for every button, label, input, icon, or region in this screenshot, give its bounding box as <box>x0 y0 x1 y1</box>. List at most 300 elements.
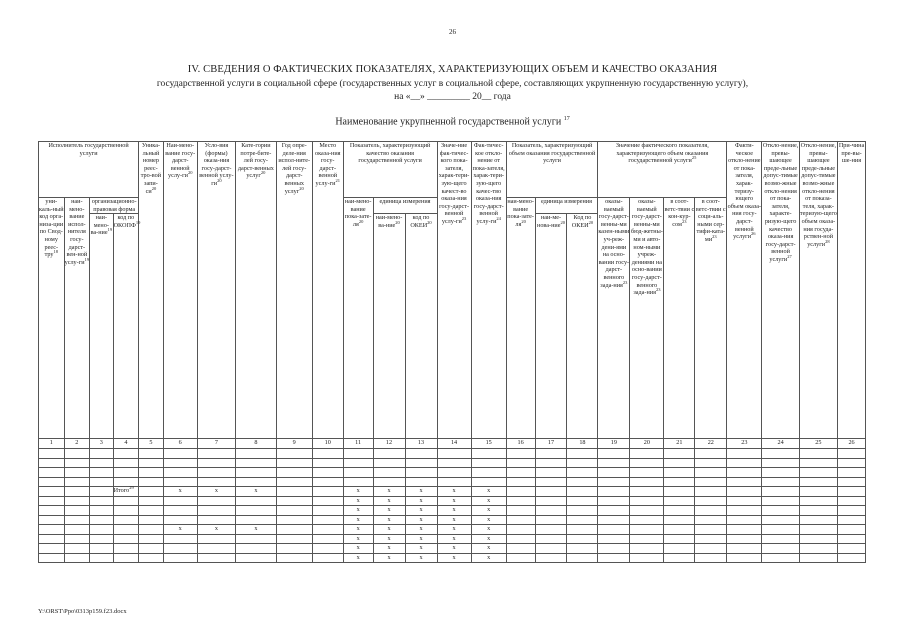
table-cell <box>236 477 276 487</box>
table-cell <box>163 449 197 459</box>
table-cell <box>312 496 343 506</box>
table-cell <box>695 553 727 563</box>
table-cell <box>695 487 727 497</box>
table-cell <box>727 525 762 535</box>
table-cell <box>838 544 866 554</box>
column-number: 20 <box>630 439 664 449</box>
table-cell <box>567 458 598 468</box>
column-number: 8 <box>236 439 276 449</box>
table-row <box>39 544 866 554</box>
page-title: IV. СВЕДЕНИЯ О ФАКТИЧЕСКИХ ПОКАЗАТЕЛЯХ, ХАРАКТЕРИЗУЮЩИХ ОБЪЕМ И КАЧЕСТВО ОКАЗАНИЯ <box>187 64 718 75</box>
header-quality-unit-name: наи-мено-ва-ние$^{20}$ <box>373 214 405 439</box>
table-cell <box>113 506 139 516</box>
header-volume-value: Значение фактического показателя, характеризующего объем оказания государственной услуги$^{25}$ <box>598 142 727 198</box>
table-cell <box>163 506 197 516</box>
table-cell <box>90 496 113 506</box>
table-cell <box>163 477 197 487</box>
table-cell <box>90 515 113 525</box>
table-cell <box>163 544 197 554</box>
table-cell <box>535 506 567 516</box>
table-cell <box>567 506 598 516</box>
table-cell <box>39 506 65 516</box>
x-mark: x <box>343 544 373 554</box>
x-mark: x <box>343 515 373 525</box>
x-mark: x <box>437 515 471 525</box>
table-cell <box>64 534 90 544</box>
table-cell <box>113 544 139 554</box>
x-mark: x <box>437 553 471 563</box>
table-cell <box>799 449 837 459</box>
table-cell <box>506 449 535 459</box>
table-cell <box>276 468 312 478</box>
table-cell <box>276 458 312 468</box>
table-cell <box>535 525 567 535</box>
table-cell <box>64 487 90 497</box>
table-row <box>39 449 866 459</box>
table-cell <box>139 468 164 478</box>
table-cell <box>695 477 727 487</box>
x-mark: x <box>471 525 506 535</box>
table-cell <box>197 477 235 487</box>
table-cell <box>664 458 695 468</box>
table-cell <box>163 515 197 525</box>
table-cell <box>405 449 437 459</box>
header-legal-form-code: код по ОКОПФ$^{19}$ <box>113 214 139 439</box>
table-cell <box>567 496 598 506</box>
table-cell <box>799 525 837 535</box>
column-number: 13 <box>405 439 437 449</box>
x-mark: x <box>373 496 405 506</box>
column-number: 11 <box>343 439 373 449</box>
x-mark: x <box>471 544 506 554</box>
table-cell <box>471 449 506 459</box>
table-row <box>39 553 866 563</box>
table-cell <box>630 487 664 497</box>
column-number: 25 <box>799 439 837 449</box>
table-cell <box>113 496 139 506</box>
column-number: 16 <box>506 439 535 449</box>
header-legal-form-name: наи-мено-ва-ние$^{19}$ <box>90 214 113 439</box>
table-cell <box>276 506 312 516</box>
column-number: 18 <box>567 439 598 449</box>
table-cell <box>39 458 65 468</box>
table-cell <box>762 458 799 468</box>
table-cell <box>598 553 630 563</box>
table-cell <box>799 544 837 554</box>
table-cell <box>598 468 630 478</box>
table-cell <box>64 553 90 563</box>
x-mark: x <box>197 487 235 497</box>
table-cell <box>799 534 837 544</box>
service-name-label: Наименование укрупненной государственной услуги $^{17}$ <box>335 116 570 128</box>
table-cell <box>664 468 695 478</box>
table-cell <box>236 468 276 478</box>
table-row <box>39 506 866 516</box>
x-mark: x <box>343 487 373 497</box>
table-cell <box>64 515 90 525</box>
table-cell <box>664 544 695 554</box>
table-cell <box>535 449 567 459</box>
table-cell <box>630 496 664 506</box>
header-legal-form: организационно-правовая форма <box>90 198 139 214</box>
column-number: 4 <box>113 439 139 449</box>
table-cell <box>762 506 799 516</box>
table-cell <box>630 458 664 468</box>
table-cell <box>64 506 90 516</box>
table-cell <box>405 477 437 487</box>
table-cell <box>373 458 405 468</box>
column-number-row <box>39 439 866 449</box>
table-cell <box>506 544 535 554</box>
table-cell <box>437 468 471 478</box>
table-cell <box>567 487 598 497</box>
header-quality-unit-code: код по ОКЕИ$^{20}$ <box>405 214 437 439</box>
table-cell <box>535 458 567 468</box>
table-cell <box>405 458 437 468</box>
table-cell <box>90 506 113 516</box>
table-cell <box>373 468 405 478</box>
table-cell <box>312 525 343 535</box>
table-cell <box>39 487 65 497</box>
table-cell <box>39 544 65 554</box>
x-mark: x <box>163 487 197 497</box>
x-mark: x <box>373 553 405 563</box>
date-line: на «__» _________ 20__ года <box>394 92 511 102</box>
table-cell <box>113 553 139 563</box>
table-cell <box>838 525 866 535</box>
table-cell <box>506 458 535 468</box>
table-cell <box>695 458 727 468</box>
table-cell <box>630 534 664 544</box>
table-cell <box>799 458 837 468</box>
column-number: 9 <box>276 439 312 449</box>
table-cell <box>535 553 567 563</box>
table-cell <box>90 458 113 468</box>
table-cell <box>139 515 164 525</box>
table-cell <box>312 487 343 497</box>
table-cell <box>113 477 139 487</box>
table-cell <box>197 496 235 506</box>
table-cell <box>276 449 312 459</box>
table-cell <box>535 477 567 487</box>
x-mark: x <box>437 506 471 516</box>
table-row <box>39 458 866 468</box>
table-row <box>39 496 866 506</box>
table-cell <box>236 449 276 459</box>
table-cell <box>236 515 276 525</box>
table-cell <box>90 468 113 478</box>
table-cell <box>90 544 113 554</box>
table-cell <box>838 515 866 525</box>
table-cell <box>506 525 535 535</box>
table-cell <box>471 458 506 468</box>
table-cell <box>113 525 139 535</box>
table-cell <box>39 468 65 478</box>
table-cell <box>799 496 837 506</box>
table-cell <box>64 544 90 554</box>
table-cell <box>312 544 343 554</box>
column-number: 21 <box>664 439 695 449</box>
header-volume-deviation: Факти-ческое откло-нение от пока-зателя, харак-теризу-ющего объем оказа-ния госу-дарст-венной услуги$^{26}$ <box>727 142 762 439</box>
table-cell <box>113 449 139 459</box>
table-cell <box>762 515 799 525</box>
table-cell <box>506 487 535 497</box>
table-cell <box>695 468 727 478</box>
table-cell <box>630 515 664 525</box>
table-cell <box>762 487 799 497</box>
table-cell <box>276 525 312 535</box>
table-cell <box>799 506 837 516</box>
header-executor: Исполнитель государственной услуги <box>39 142 139 198</box>
table-cell <box>664 525 695 535</box>
table-cell <box>727 449 762 459</box>
table-cell <box>312 506 343 516</box>
table-cell <box>727 458 762 468</box>
header-place: Место оказа-ния госу-дарст-венной услу-$ги^{21}$ <box>312 142 343 439</box>
x-mark: x <box>405 544 437 554</box>
table-cell <box>139 487 164 497</box>
x-mark: x <box>373 487 405 497</box>
table-cell <box>762 534 799 544</box>
table-cell <box>343 477 373 487</box>
table-cell <box>312 534 343 544</box>
table-cell <box>598 477 630 487</box>
table-cell <box>799 553 837 563</box>
table-cell <box>727 515 762 525</box>
table-cell <box>695 506 727 516</box>
header-volume-excess: Откло-нение, превы-шающее преде-льные допус-тимые возмо-жные откло-нения от показа-теля, харак-теризую-щего объем оказа-ния госуда-рствен-ной услуги$^{28}$ <box>799 142 837 439</box>
table-cell <box>39 449 65 459</box>
column-number: 14 <box>437 439 471 449</box>
header-service-name: Наи-мено-вание госу-дарст-венной услу-$ги^{20}$ <box>163 142 197 439</box>
table-cell <box>799 477 837 487</box>
table-cell <box>630 449 664 459</box>
header-unique-code: уни-каль-ный код орга-низа-ции по Свод-ному реес-тру$^{18}$ <box>39 198 65 439</box>
table-cell <box>236 553 276 563</box>
table-cell <box>113 458 139 468</box>
x-mark: x <box>163 525 197 535</box>
table-cell <box>630 506 664 516</box>
table-cell <box>630 525 664 535</box>
table-cell <box>567 477 598 487</box>
table-cell <box>236 534 276 544</box>
table-cell <box>838 496 866 506</box>
table-cell <box>139 506 164 516</box>
table-cell <box>664 506 695 516</box>
column-number: 5 <box>139 439 164 449</box>
table-cell <box>276 487 312 497</box>
table-cell <box>139 525 164 535</box>
table-cell <box>90 477 113 487</box>
table-cell <box>236 458 276 468</box>
x-mark: x <box>343 506 373 516</box>
x-mark: x <box>373 544 405 554</box>
x-mark: x <box>437 544 471 554</box>
x-mark: x <box>471 487 506 497</box>
table-cell <box>197 458 235 468</box>
table-cell <box>630 544 664 554</box>
table-cell <box>163 468 197 478</box>
header-quality-indicator: Показатель, характеризующий качество оказания государственной услуги <box>343 142 437 198</box>
table-cell <box>39 515 65 525</box>
x-mark: x <box>471 553 506 563</box>
table-cell <box>113 534 139 544</box>
table-cell <box>762 496 799 506</box>
table-cell <box>373 449 405 459</box>
table-cell <box>799 515 837 525</box>
table-cell <box>567 534 598 544</box>
table-cell <box>838 534 866 544</box>
file-path: Y:\ORST\Ppo\0313p159.f23.docx <box>38 608 127 615</box>
table-cell <box>90 487 113 497</box>
table-cell <box>567 515 598 525</box>
table-cell <box>471 468 506 478</box>
table-cell <box>343 468 373 478</box>
header-conditions: Усло-вия (формы) оказа-ния госу-дарст-венной услу-$ги^{20}$ <box>197 142 235 439</box>
table-cell <box>506 506 535 516</box>
table-cell <box>727 506 762 516</box>
table-cell <box>139 496 164 506</box>
table-cell <box>64 449 90 459</box>
table-cell <box>39 477 65 487</box>
table-cell <box>695 515 727 525</box>
header-quality-excess: Откло-нение, превы-шающее преде-льные допус-тимые возмо-жные откло-нения от пока-зателя, характе-ризую-щего качество оказа-ния госу-дарст-венной услуги$^{27}$ <box>762 142 799 439</box>
x-mark: x <box>405 496 437 506</box>
column-number: 22 <box>695 439 727 449</box>
table-cell <box>64 458 90 468</box>
table-cell <box>598 525 630 535</box>
table-cell <box>139 553 164 563</box>
table-cell <box>506 515 535 525</box>
x-mark: x <box>373 506 405 516</box>
table-cell <box>506 534 535 544</box>
page-subtitle: государственной услуги в социальной сфере (государственных услуг в социальной сфере, составляющих укрупненную государственную услугу), <box>156 79 749 89</box>
header-certificates: в соот-ветс-твии с соци-аль-ными сер-$тифи-ката-ми^{23}$ <box>695 198 727 439</box>
table-cell <box>506 553 535 563</box>
table-cell <box>197 544 235 554</box>
table-cell <box>39 553 65 563</box>
table-cell <box>312 468 343 478</box>
table-cell <box>471 477 506 487</box>
table-cell <box>838 477 866 487</box>
table-cell <box>39 525 65 535</box>
table-cell <box>567 449 598 459</box>
table-cell <box>64 496 90 506</box>
x-mark: x <box>405 506 437 516</box>
table-cell <box>39 496 65 506</box>
table-cell <box>163 553 197 563</box>
table-cell <box>64 468 90 478</box>
table-cell <box>236 544 276 554</box>
x-mark: x <box>236 487 276 497</box>
table-cell <box>312 515 343 525</box>
table-cell <box>695 525 727 535</box>
table-cell <box>695 544 727 554</box>
header-year: Год опре-деле-ния испол-ните-лей госу-дарст-венных услуг$^{20}$ <box>276 142 312 439</box>
table-cell <box>276 553 312 563</box>
table-cell <box>567 553 598 563</box>
table-cell <box>197 553 235 563</box>
table-cell <box>276 496 312 506</box>
table-cell <box>598 515 630 525</box>
header-volume-indicator: Показатель, характеризующий объем оказания государственной услуги <box>506 142 598 198</box>
table-cell <box>838 553 866 563</box>
table-cell <box>405 468 437 478</box>
x-mark: x <box>373 525 405 535</box>
x-mark: x <box>236 525 276 535</box>
table-cell <box>630 477 664 487</box>
table-cell <box>695 534 727 544</box>
table-cell <box>236 496 276 506</box>
table-cell <box>139 458 164 468</box>
x-mark: x <box>343 534 373 544</box>
table-cell <box>197 515 235 525</box>
table-row <box>39 468 866 478</box>
table-cell <box>799 468 837 478</box>
table-cell <box>762 449 799 459</box>
table-cell <box>276 477 312 487</box>
table-cell <box>39 534 65 544</box>
x-mark: x <box>197 525 235 535</box>
table-cell <box>276 515 312 525</box>
table-cell <box>139 534 164 544</box>
table-cell <box>90 534 113 544</box>
table-cell <box>312 449 343 459</box>
table-cell <box>506 477 535 487</box>
header-volume-name: наи-мено-вание пока-$зате-ля^{20}$ <box>506 198 535 439</box>
table-cell <box>838 506 866 516</box>
table-cell <box>163 496 197 506</box>
table-cell <box>664 496 695 506</box>
table-cell <box>838 449 866 459</box>
table-row <box>39 534 866 544</box>
table-cell <box>598 506 630 516</box>
table-cell <box>664 449 695 459</box>
page-number: 26 <box>449 28 456 36</box>
table-cell <box>535 515 567 525</box>
x-mark: x <box>343 525 373 535</box>
header-quality-unit: единица измерения <box>373 198 437 214</box>
table-cell <box>197 534 235 544</box>
table-cell <box>598 496 630 506</box>
x-mark: x <box>471 496 506 506</box>
table-cell <box>64 525 90 535</box>
table-cell <box>664 534 695 544</box>
header-reason: При-чина пре-вы-ше-ния <box>838 142 866 439</box>
table-cell <box>113 515 139 525</box>
table-cell <box>535 468 567 478</box>
table-cell <box>630 553 664 563</box>
table-cell <box>598 487 630 497</box>
table-cell <box>90 449 113 459</box>
x-mark: x <box>405 487 437 497</box>
column-number: 15 <box>471 439 506 449</box>
x-mark: x <box>373 515 405 525</box>
column-number: 2 <box>64 439 90 449</box>
header-registry-number: Уника-льный номер реес-тро-вой запи-$си^{20}$ <box>139 142 164 439</box>
table-cell <box>727 477 762 487</box>
table-cell <box>727 487 762 497</box>
table-cell <box>139 449 164 459</box>
table-cell <box>535 544 567 554</box>
table-cell <box>437 449 471 459</box>
table-cell <box>838 487 866 497</box>
table-cell <box>799 487 837 497</box>
x-mark: x <box>471 506 506 516</box>
table-cell <box>762 544 799 554</box>
table-row <box>39 477 866 487</box>
table-cell <box>437 477 471 487</box>
